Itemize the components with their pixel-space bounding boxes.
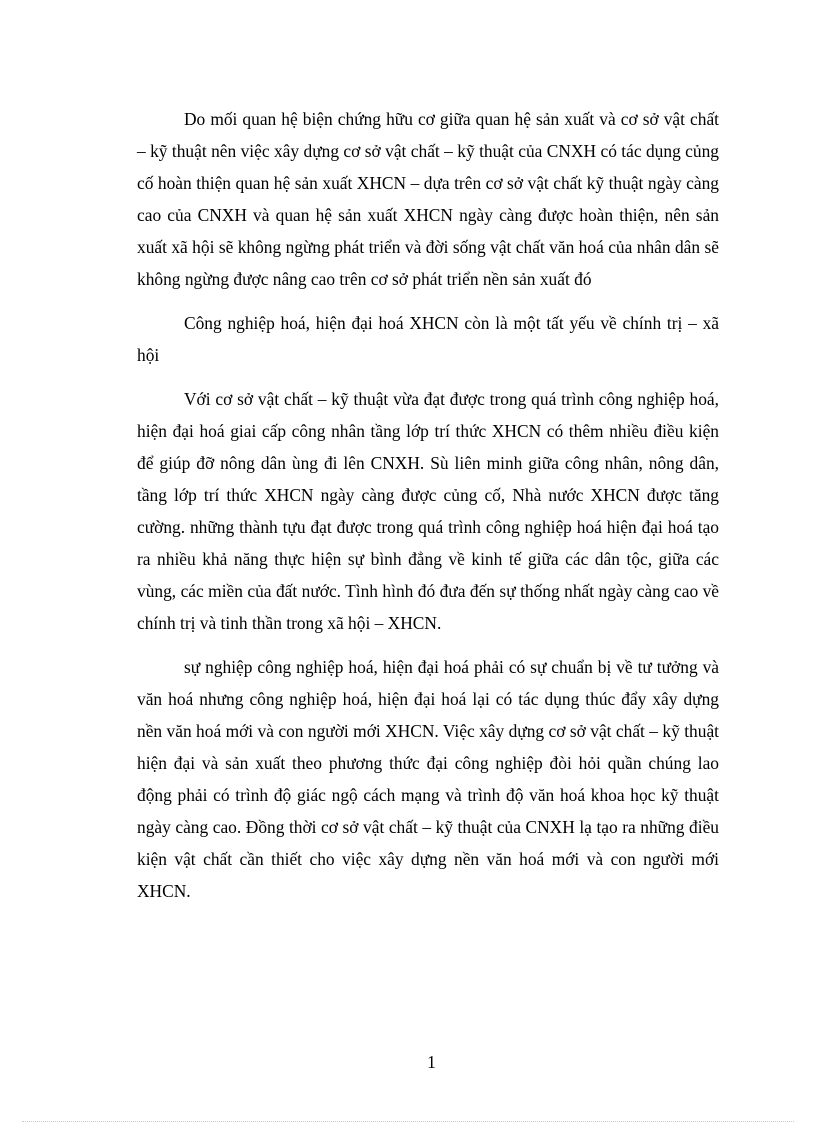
paragraph-1: Do mối quan hệ biện chứng hữu cơ giữa quan hệ sản xuất và cơ sở vật chất – kỹ thuật nên việc xây dựng cơ sở vật chất – kỹ thuật của CNXH có tác dụng củng cố hoàn thiện quan hệ sản xuất XHCN – dựa trên cơ sở vật chất kỹ thuật ngày càng cao của CNXH và quan hệ sản xuất XHCN ngày càng được hoàn thiện, nên sản xuất xã hội sẽ không ngừng phát triển và đời sống vật chất văn hoá của nhân dân sẽ không ngừng được nâng cao trên cơ sở phát triển nền sản xuất đó xyxy=(137,109,719,289)
page-number: 1 xyxy=(427,1052,436,1072)
document-body xyxy=(137,103,719,919)
paragraph-4: sự nghiệp công nghiệp hoá, hiện đại hoá phải có sự chuẩn bị về tư tưởng và văn hoá nhưng công nghiệp hoá, hiện đại hoá lại có tác dụng thúc đẩy xây dựng nền văn hoá mới và con người mới XHCN. Việc xây dựng cơ sở vật chất – kỹ thuật hiện đại và sản xuất theo phương thức đại công nghiệp đòi hỏi quần chúng lao động phải có trình độ giác ngộ cách mạng và trình độ văn hoá khoa học kỹ thuật ngày càng cao. Đồng thời cơ sở vật chất – kỹ thuật của CNXH lạ tạo ra những điều kiện vật chất cần thiết cho việc xây dựng nền văn hoá mới và con người mới XHCN. xyxy=(137,657,719,901)
paragraph-2: Công nghiệp hoá, hiện đại hoá XHCN còn là một tất yếu về chính trị – xã hội xyxy=(137,313,719,365)
paragraph-3: Với cơ sở vật chất – kỹ thuật vừa đạt được trong quá trình công nghiệp hoá, hiện đại hoá giai cấp công nhân tầng lớp trí thức XHCN có thêm nhiều điều kiện để giúp đỡ nông dân ùng đi lên CNXH. Sù liên minh giữa công nhân, nông dân, tầng lớp trí thức XHCN ngày càng được củng cố, Nhà nước XHCN được tăng cường. những thành tựu đạt được trong quá trình công nghiệp hoá hiện đại hoá tạo ra nhiều khả năng thực hiện sự bình đẳng về kinh tế giữa các dân tộc, giữa các vùng, các miền của đất nước. Tình hình đó đưa đến sự thống nhất ngày càng cao về chính trị và tinh thần trong xã hội – XHCN. xyxy=(137,389,719,633)
page-bottom-divider xyxy=(22,1121,794,1122)
